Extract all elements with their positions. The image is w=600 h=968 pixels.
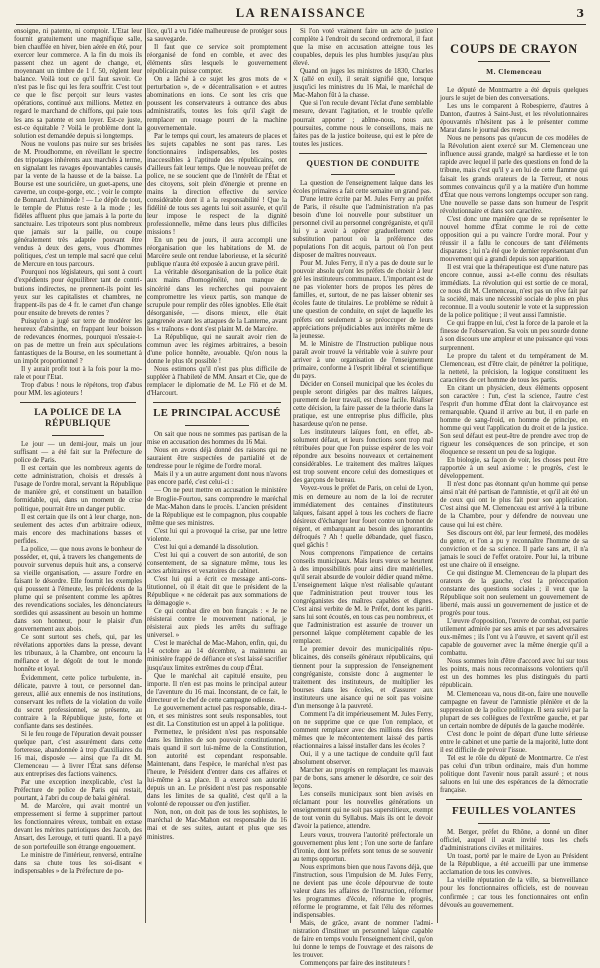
paragraph: Puisqu'on a jugé sur terre de modérer les heureux d'absinthe, en frappant leur boisson de redevances énormes, pourquoi n'essaie-t-on pas de mettre un frein aux spéculations fantastiques de la Bourse, en les soumettant à un impôt proportionnel ?	[14, 317, 142, 365]
paragraph: Oui, il y a une tactique de conduite qu'il faut absolument observer.	[293, 751, 433, 767]
newspaper-title: LA RENAISSANCE	[235, 6, 367, 20]
paragraph: M. de Marcère, qui avait montré un empressement si ferme à supprimer partout les fonctionnaires véreux, tombait en extase devant les mérites patriotiques des Jacob, des Ansart, des Lerouge, et tutti quanti. Il a payé de son portefeuille son étrange engouement.	[14, 803, 142, 851]
paragraph: Si le feu rouge de l'épuration devait pousser quelque part, c'est assurément dans cette forteresse, abandonnée à trop d'auxiliaires du 16 mai, disposée — ainsi que l'a dit M. Clemenceau — à livrer l'État sans défense aux entreprises des factions vainencs.	[14, 730, 142, 779]
paragraph: Pour M. Jules Ferry, il n'y a pas de doute sur le pouvoir absolu qu'ont les préfets de choisir à leur gré les instituteurs communaux. L'important est de ne pas violenter hors de propos les pères de familles, et, surtout, de ne pas laisser obtenir ses écoles faute de titulaires. Le problème se réduit à une question de conduite, en sujet de laquelle les préfets ont seulement à se préoccuper de leurs appréciations préjudiciables aux intérêts même de la jeunesse.	[293, 260, 433, 340]
section-rule	[153, 402, 281, 403]
paragraph: Ce qui combat dire en bon français : « Je ne résisterai contre le mouvement national, je résisterai aux pieds les arrêts du suffrage universel. »	[147, 608, 287, 640]
paragraph: Par le temps qui court, les amateurs de places et les sujets capables ne sont pas rares. Les fonctionnaires indispensables, les postes inaccessibles à l'aptitude des républicains, ont d'ailleurs fait leur temps. Que le nouveau préfet de police, ne se soucient que de l'intérêt de l'État et des citoyens, soit plein d'énergie et prenne en mains la direction effective du service considérable dont il a la responsabilité ! Que la fidélité de tous ses agents lui soit assurée, et qu'il leur impose le respect de la dignité professionnelle, même dans leurs plus difficiles missions !	[147, 132, 287, 237]
feuilles-volantes-heading: FEUILLES VOLANTES	[451, 805, 577, 818]
paragraph: Il faut que ce service soit promptement réorganisé de fond en comble, et avec des éléments sûrs lesquels le gouvernement républicain puisse compter.	[147, 44, 287, 76]
paragraph: Que si l'on recule devant l'éclat d'une semblable mesure, devant l'agitation, et le trouble qu'elle pourrait apporter ; abîme-nous, nous aux poursuites, comme nous le conseillons, mais ne faites pas de la justice boiteuse, qui est le père de toutes les justices.	[293, 100, 433, 148]
paragraph: C'est donc le point de départ d'une lutte sérieuse entre le cabinet et une partie de la majorité, lutte dont il est difficile de prévoir l'issue.	[440, 730, 588, 754]
paragraph: Comment l'a dit impérieusement M. Jules Ferry, on ne supprime que ce que l'on remplace, et comment remplacer avec des millions des frères mêmes que le mécontentement laissé des partis réactionnaires a laissé installer dans les écoles ?	[293, 710, 433, 750]
paragraph: Nous ne pensons pas qu'aucun de ces modèles de la Révolution aient exercé sur M. Clemenceau une influence aussi grande, malgré sa hardiesse et le ton rapide avec lequel il parle des questions en fond de la tribune, mais c'est qu'il y a en lui de cette flamme qui faisait les grands orateurs de la Terreur, et nous sommes convaincus qu'il y a la matière d'un homme d'État que nous verrons longtemps occuper son rang. Une nouvelle se passe dans son humeur de l'esprit révolutionnaire et dans son caractère.	[440, 135, 588, 215]
paragraph: Le jour — un demi-jour, mais un jour suffisant — a été fait sur la Préfecture de police de Paris.	[14, 441, 142, 465]
paragraph: Si l'on voté vraiment faire un acte de justice complète à l'endroit du second ordremoral, il faut que la mise en accusation atteigne tous les coupables, depuis les plus humbles jusqu'au plus élevé.	[293, 28, 433, 68]
column-2	[147, 28, 287, 923]
feuilles-volantes-body	[440, 829, 588, 909]
paragraph: C'est donc une manière que de se représenter le nouvel homme d'État comme le roi de cette opposition qui a pu vaincre l'ordre moral. Pour y réussir il a fallu le concours de tant d'éléments disparates ; lui n'a été que le dernier représentant d'un mouvement qui a grandi depuis son apparition.	[440, 215, 588, 263]
paragraph: Commençons par faire des instituteurs !	[300, 960, 411, 968]
article-columns	[14, 28, 588, 968]
paragraph: L'œuvre d'opposition, l'œuvre de combat, est partie utilement admirée par ses amis et par ses adversaires eux-mêmes ; ils l'ont vu à l'œuvre, et savent qu'il est capable de gouverner avec la même énergie qu'il a combattu.	[440, 618, 588, 658]
paragraph: Les instituteurs laïques font, en effet, absolument défaut, et leurs fonctions sont trop mal rétribuées pour que l'on puisse espérer de les voir répondre aux besoins nouveaux et certainement considérables. Le traitement des maîtres laïques est trop souvent encore celui des domestiques et des garçons de bureau.	[293, 429, 433, 485]
paragraph: Les uns le comparent à Robespierre, d'autres à Danton, d'autres à Saint-Just, et les révolutionnaires épouvantés n'hésitent pas à le présenter comme Marat dans le journal des reeps.	[440, 103, 588, 135]
paragraph: ensoigne, ni patente, ni comptoir. L'Etat leur fournit gratuitement une magnifique salle, bien chauffée en hiver, bien aérée en été, pour exercer leur commerce. A la fin du mois ils passent chez un agent de change, et, moyennant un timbre de 1 f. 50, règlent leur balance. Voilà tout ce qu'il faut savoir. Ce n'est pas le fisc qui les fera souffrir. C'est tout ce que le fisc perçoit sur leurs vastes opérations, continué aux millions. Mettez en regard le marchand de chiffons, qui paie tous les ans sa patente et son loyer. Est-ce juste, est-ce équitable ? Voilà le problème dont la solution est demandée depuis si longtemps.	[14, 28, 142, 140]
paragraph: Décider en Conseil municipal que les écoles du peuple seront dirigées par des maîtres laïques, purement de leur travail, est chose facile. Réaliser cette décision, la faire passer de la théorie dans la pratique, est une entreprise plus difficile, plus hasardeuse qu'on ne pense.	[293, 380, 433, 429]
paragraph: C'est lui qui a couvert de son autorité, de son consentement, de sa signature même, tous les actes arbitraires et vexatoires du cabinet.	[147, 551, 287, 575]
accuse-article-body	[147, 431, 287, 841]
coups-de-crayon-heading: COUPS DE CRAYON	[450, 42, 578, 56]
paragraph: La véritable désorganisation de la police était aux mains d'homogénéité, non manque de sincérité dans les recherches qui pouvaient compromettre les vieux partis, son manque de scrupule pour remplir des rôles ignobles. Elle était désorganisée, — disons mieux, elle était gangrenée avant les attaques de la Lanterne, avant les « traînons » dont s'est plaint M. de Marcère.	[147, 269, 287, 333]
paragraph: Évidemment, cette police turbulente, indélicate, pauvre à tout, ce personnel dangereux, allié aux ennemis de nos institutions, conservant les reflets de la violation du voile du secret professionnel, se présente, au contraire à la République juste, forte et confiante dans ses destinées.	[14, 674, 142, 730]
section-rule	[446, 799, 582, 800]
paragraph: Ce sont surtout ses chefs, qui, par les révélations apportées dans la presse, devant les tribunaux, à la Chambre, ont encouru la méfiance et le dégoût de tout le monde honnête et loyal.	[14, 634, 142, 674]
column-3	[293, 28, 433, 968]
paragraph: Le député de Montmartre a été depuis quelques jours le sujet de bien des conversations.	[440, 87, 588, 103]
clemenceau-subheading: M. Clemenceau	[486, 67, 542, 76]
heading-rule	[185, 425, 249, 426]
section-rule	[20, 402, 136, 403]
heading-rule	[478, 823, 550, 824]
clemenceau-article-body	[440, 87, 588, 795]
section-rule	[299, 153, 427, 154]
paragraph: Le propre du talent et du tempérament de M. Clemenceau, est d'être clair, de pénétrer la politique, la netteté, la précision, la logique constituent les caractères de cet homme de tous les partis.	[440, 352, 588, 384]
paragraph: C'est le maréchal de Mac-Mahon, enfin, qui, du 14 octobre au 14 décembre, a maintenu au ministère frappé de défiance et s'est laissé sacrifier jusqu'aux limites extrêmes du coup d'État.	[147, 640, 287, 672]
column-divider	[145, 28, 146, 923]
police-article-body	[14, 441, 142, 876]
bourse-article-continuation	[14, 28, 142, 398]
paragraph: Voyez-vous le préfet de Paris, on celui de Lyon, mis en demeure au nom de la loi de recruter immédiatement des centaines d'instituteurs laïques, faisant appel à tous les cochers de fiacre désireux d'échanger leur fouet contre un bonnet de régent, et embarquant au besoin des ignorantins défroqués ? Ah ! quelle débandade, quel fiasco, quel gâchis !	[293, 485, 433, 549]
paragraph: Nous exprimons bien que nous l'avons déjà, que l'instruction, sous l'impulsion de M. Jules Ferry, ne devient pas une école dépourvue de toute valeur dans les affaires de l'instruction, réformer les programmes d'école, réforme le progrès, réforme le programme, et fait l'élu des réformes indispensables.	[293, 863, 433, 919]
paragraph: La question de l'enseignement laïque dans les écoles primaires a fait cette semaine un grand pas.	[293, 179, 433, 195]
paragraph: Le gouvernement actuel pas responsable, dira-t-on, et ses ministres sont seuls responsables, tout est dit. La Constitution est un appel à la politique.	[147, 704, 287, 728]
paragraph: Ce qui distingue M. Clemenceau de la plupart des orateurs de la gauche, c'est la préoccupation constante des questions sociales ; il veut que la République soit non seulement un gouvernement de liberté, mais aussi un gouvernement de justice et de progrès pour tous.	[440, 569, 588, 618]
paragraph: Il n'est donc pas étonnant qu'un homme qui pense ainsi n'ait été partisan de l'amnistie, et qu'il ait été un de ceux qui ont le plus fait pour son application. C'est ainsi que M. Clemenceau est arrivé à la tribune de la Chambre, pour y défendre de nouveau une cause qui lui est chère.	[440, 481, 588, 529]
paragraph: Le ministre de l'intérieur, renversé, entraîne dans sa chute tous les soi-disant « indispensables » de la Préfecture de po-	[14, 851, 142, 875]
page-number: 3	[576, 7, 584, 20]
heading-rule	[478, 61, 550, 62]
paragraph: Il y aurait profit tout à la fois pour la morale et pour l'Etat.	[14, 365, 142, 382]
paragraph: Par une exception inexplicable, c'est la Préfecture de police de Paris qui restait, pourtant, à l'abri du coup de balai général.	[14, 779, 142, 803]
paragraph: M. Clemenceau va, nous dit-on, faire une nouvelle campagne en faveur de l'amnistie plénière et de la suppression de la police politique. Il sera suivi par la plupart de ses collègues de l'extrême gauche, et par un certain nombre de députés de la gauche modérée.	[440, 690, 588, 730]
column-1	[14, 28, 142, 923]
masthead	[16, 6, 586, 25]
paragraph: D'une lettre écrite par M. Jules Ferry au préfet de Paris, il résulte que l'administration n'a pas besoin d'une loi nouvelle pour substituer un personnel civil au personnel congréganiste, et qu'il lui y a avoir à opérer graduellement cette substitution partout où la préférence des populations l'on dit acquis, partout où l'on peut disposer de maîtres nouveaux.	[293, 195, 433, 260]
paragraph: Ce qui frappe en lui, c'est la force de la parole et la finesse de l'observation. Sa voix un peu sourde donne à son discours une ampleur et une puissance qui vous surprennent.	[440, 320, 588, 352]
paragraph: Nous comprenons l'impatience de certains conseils municipaux. Mais leurs vœux se heurtent à des impossibilités pour ainsi dire matérielles, qu'il serait absurde de vouloir dédier quand même. L'enseignement laïque n'est réalisable qu'autant que l'administration peut trouver tous les congréganistes des maîtres capables et dignes. C'est ainsi verbite de M. le Préfet, dont les paritisans lui sont écoutés, en tous cas peu nombreux, et que l'administration est assurée de trouver un personnel laïque complètement capable de les remplacer.	[293, 549, 433, 646]
paragraph: En citant un physicien, deux éléments opposent son caractère : l'un, c'est la science, l'autre c'est l'esprit d'un homme d'État dont la clairvoyance est remarquable. Quand il arrive au but, il en parle en homme de sang-froid, en homme de principe, en homme qui veut l'application du droit et de la justice. Son seul défaut est peut-être de prendre avec trop de rigueur les conséquences de son principe, et son éloquence se ressent un peu de sa logique.	[440, 384, 588, 457]
paragraph: Nous estimons qu'il n'est pas plus difficile de suppléer à l'habileté de MM. Ansart et Cie, que de remplacer le diplomatie de M. Le Flô et de M. d'Harcourt.	[147, 365, 287, 398]
paragraph: Quand on juges les ministres de 1830, Charles X (allé en exil), il serait signifié que, lorsque jusqu'ici les ministres du 16 Mai, le maréchal de Mac-Mahon fût à la chasse.	[293, 68, 433, 100]
police-article-continuation	[147, 28, 287, 398]
paragraph: Un toast, porté par le maire de Lyon au Président de la République, a été accueilli par une immense acclamation de tous les convives.	[440, 853, 588, 877]
heading-rule	[331, 174, 395, 175]
column-divider	[290, 28, 291, 923]
paragraph: Que le maréchal ait capitulé ensuite, peu importe. Il n'en est pas moins le principal auteur de l'aventure du 16 mai. Inconstant, de ce fait, le directeur et le chef de cette campagne odieuse.	[147, 672, 287, 704]
paragraph: Il est vrai que la thérapeutique est d'une nature pas encore connue, aussi a-t-elle connu des résultats immédiats. La révolution qui est sortie de ce moral, ce nous dit M. Clemenceau, n'est pas un rêve fait par la société, mais une nécessité sociale de plus en plus reconnue. Il a voulu soutenir le vote et la suppression de la police politique ; il veut aussi l'amnistie.	[440, 264, 588, 320]
paragraph: Nous en avons déjà donné des raisons qui ne sauraient être suspectées de partialité et de tendresse pour le régime de l'ordre moral.	[147, 447, 287, 471]
paragraph: On sait que nous ne sommes pas partisan de la mise en accusation des hommes du 16 Mai.	[147, 431, 287, 447]
paragraph: La police, — que nous avons le bonheur de posséder, et, qui, à travers les changements de pouvoir survenus depuis huit ans, a conservé sa vieille organisation, — assure l'ordre en faisant le désordre. Elle fournit les exemples qui poussent à l'émeute, les précédents de la plume qui se présentent comme les apôtres des revendications sociales, les dénonciateurs sordides qui assassinent au besoin un homme dans son honneur, pour le plaisir d'un gouvernement aux abois.	[14, 545, 142, 634]
paragraph: C'est lui qui a demandé la dissolution.	[154, 543, 259, 551]
paragraph: Nous sommes loin d'être d'accord avec lui sur tous les points, mais nous reconnaissons volontiers qu'il est un des hommes les plus distingués du parti républicain.	[440, 658, 588, 690]
paragraph: Ses discours ont été, par leur fermeté, des modèles du genre, et l'on a pu y reconnaître l'homme de sa conviction et de sa science. Il parle sans art, il n'a jamais le souci de l'effet oratoire. Pour lui, la tribune est une chaire où il enseigne.	[440, 529, 588, 569]
paragraph: lice, qu'il a vu l'idée malheureuse de protéger sous sa sauvegarde.	[147, 28, 287, 44]
accuse-article-continuation	[293, 28, 433, 149]
paragraph: Tel est le rôle du député de Montmartre. Ce n'est pas celui d'un tribun ordinaire, mais d'un homme politique dont l'avenir nous paraît assuré ; et nous saluons en lui une des espérances de la démocratie française.	[440, 754, 588, 795]
subheading-rule	[478, 81, 550, 82]
paragraph: — On ne peut mettre en accusation le ministère de Broglie-Fourtou, sans comprendre le maréchal de Mac-Mahon dans le procès. L'ancien président de la République est le compagnon, plus coupable même que ses ministres.	[147, 487, 287, 527]
paragraph: Il est certain que les nombreux agents de cette administration, choisis et dressés à l'usage de l'ordre moral, servant la République de manière gré, et constituent un bataillon formidable, qui, dans un moment de crise politique, pourrait être un danger public.	[14, 465, 142, 513]
paragraph: Les conseils municipaux sont bien avisés en réclamant pour les nouvelles générations un enseignement qui ne soit pas superstitieux, exempt de tout venin du Syllabus. Mais ils ont le devoir d'avoir la patience, attendre.	[293, 791, 433, 831]
column-divider	[437, 28, 438, 923]
paragraph: C'est lui qui a écrit ce message anti-constitutionnel, où il était dit que le président de la République « ne céderait pas aux sommations de la démagogie ».	[147, 576, 287, 608]
paragraph: En un peu de jours, il aura accompli une réorganisation que les habitations de M. de Marcère seule ont rendue laborieuse, et la sécurité publique n'aura été exposée à aucun grave péril.	[147, 237, 287, 269]
paragraph: Il est certain que ils ont à leur charge, non-seulement des actes d'un arbitraire odieux, mais encore des machinations basses et perfides.	[14, 513, 142, 545]
paragraph: Nous ne voulons pas nuire sur ses brisées de M. Proudhomme, en réveillant le spectre des tripotages inhérents aux marchés à terme, en signalant les ravages épouvantables causés par la vente de la hausse et de la baisse. La Bourse est une souricière, un guet-apens, une caverne, un coupe-gorge, etc. ; voir le compte de Bonnard. Archimède ! — Le dépôt de tout, le temple de Plutus reste à la mode ; les fidèles affluent plus que jamais à la porte du sanctuaire. Les tripoteurs sont plus nombreux que jamais sur la paille, ou coupe généralement très adaptée pouvant être vendus à deux des gens, vous d'hommes politiques, c'est un temple mal sacré que celui de Mercure en tous parcours.	[14, 140, 142, 269]
accuse-article-heading: LE PRINCIPAL ACCUSÉ	[153, 408, 281, 420]
paragraph: C'est lui qui a provoqué la crise, par une lettre violente.	[147, 527, 287, 543]
heading-rule	[52, 435, 104, 436]
paragraph: On a lâché à ce sujet les gros mots de « perturbation », de « décentralisation » et autres abominations en ions. Ce sont les cris que poussent les conservateurs à outrance des abus administratifs, toutes les fois qu'il s'agit de remplacer un rouage pourri de la machine gouvernementale.	[147, 76, 287, 132]
paragraph: M. le Ministre de l'Instruction publique nous paraît avoir trouvé la véritable voie à suivre pour arriver à une organisation de l'enseignement primaire, conforme à l'esprit libéral et scientifique du pays.	[293, 340, 433, 380]
column-4	[440, 28, 588, 923]
paragraph: Trop d'abus ! nous le répétons, trop d'abus pour MM. les agioteurs !	[14, 382, 142, 398]
paragraph: Mais, de grâce, avant de nommer l'administration d'instituer un personnel laïque capable de faire en temps voulu l'enseignement civil, qu'on lui donne le temps de l'ouvrage et des raisons de les trouver.	[293, 920, 433, 960]
paragraph: Pourquoi nos législateurs, qui sont à court d'expédients pour éqpuilibrer tant de contributions indirectes, ne prennent-ils point les yeux sur les capitalistes et chambres, ne frappent-ils pas de 4 fr. le carnet d'un change pour ensuite de brevets de rentes ?	[14, 269, 142, 317]
paragraph: M. Berger, préfet du Rhône, a donné un dîner officiel, auquel il avait invité tous les chefs d'administrations civiles et militaires.	[440, 829, 588, 853]
police-article-heading: LA POLICE DE LA RÉPUBLIQUE	[34, 408, 122, 430]
paragraph: Non, non, on doit pas de tous les sophistes, le maréchal de Mac-Mahon est responsable du 16 mai et de ses suites, autant et plus que ses ministres.	[147, 809, 287, 841]
paragraph: Leurs vœux, trouvera l'autorité préfectorale un gouvernement plus lent ; l'on une sorte de fanfare d'ironie, dont les préfets sont tenus de se souvenir au temps opportun.	[293, 831, 433, 863]
conduite-article-body	[293, 180, 433, 968]
paragraph: La République, qui ne saurait avoir rien de commun avec les régimes arbitraires, a besoin d'une police honnête, avouable. Qu'on nous la donne le plus tôt possible !	[147, 333, 287, 365]
conduite-article-heading: QUESTION DE CONDUITE	[306, 158, 420, 168]
paragraph: Le premier devoir des municipalités républicaines, dès conseils généraux républicains, qui tiennent pour la suppression de l'enseignement congréganiste, consiste donc à augmenter le traitement des instituteurs, de multiplier les bourses dans les écoles, et d'assurer aux instituteurs une aisance qui ne soit pas voisine d'un mensonge à la pauvreté.	[293, 646, 433, 710]
paragraph: Permettez, le président n'est pas responsable dans les limites de son pouvoir constitutionnel, mais quand il sort lui-même de la Constitution, son autorité est cependant responsable. Maintenant, dans l'espèce, le maréchal n'est pas l'heure, le Président d'entrer dans ces affaires et lui-même à sa place. Il a exercé son autorité depuis un an. Le président n'est pas responsable dans les limites de sa qualité, c'est qu'il a la volonté de repousser ou d'en justifier.	[147, 728, 287, 809]
paragraph: Mais il y a un autre argument dont nous n'avons pas encore parlé, c'est celui-ci :	[147, 471, 287, 487]
paragraph: En biologie, sa façon de voir, les choses peut être rapportée à un seul axiome : le progrès, c'est le développement.	[440, 457, 588, 481]
paragraph: La vieille réputation de la ville, sa bienveillance pour les fonctionnaires officiels, est de nouveau confirmée ; car tous les fonctionnaires ont enfin dévoués au gouvernement.	[440, 877, 588, 909]
paragraph: Marcher au progrès en remplaçant les mauvais par de bons, sans amener le désordre, ce soir des leçons.	[293, 767, 433, 791]
